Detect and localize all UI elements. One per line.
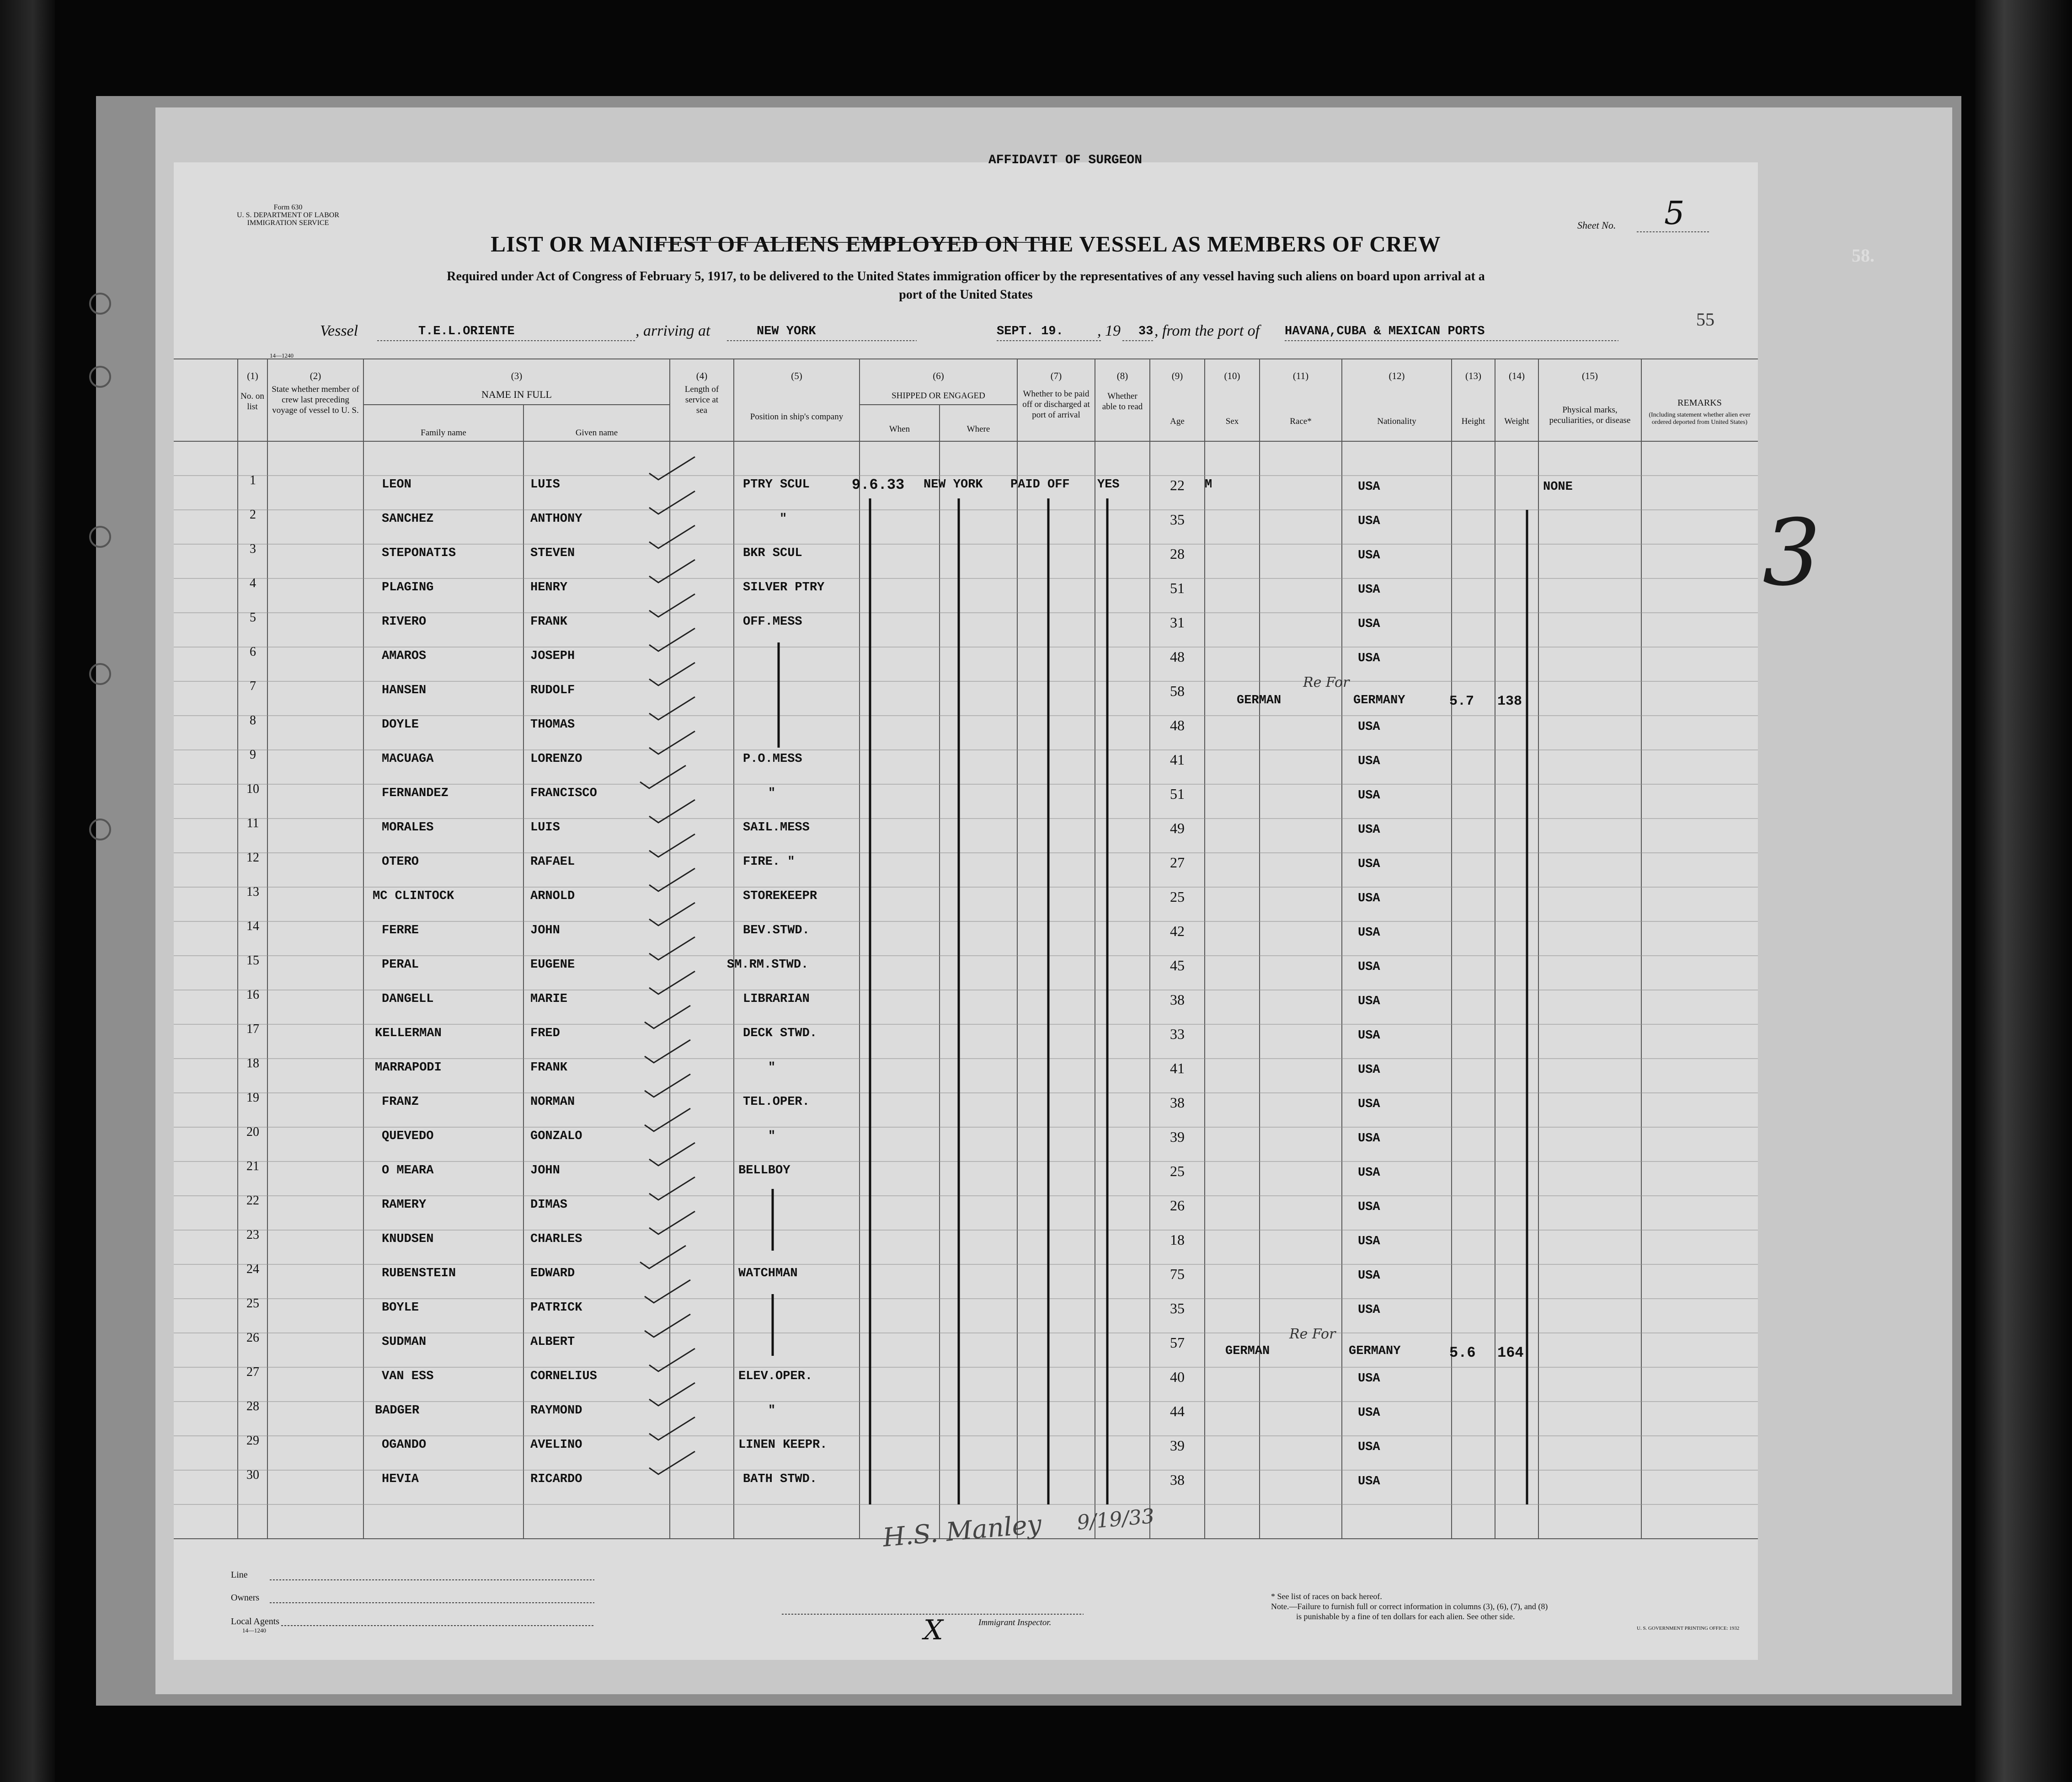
row-number: 9	[250, 748, 256, 762]
given-name: MARIE	[530, 992, 568, 1006]
age: 33	[1170, 1026, 1185, 1042]
shipped-when: 9.6.33	[852, 476, 905, 493]
given-name: FRANK	[530, 615, 568, 629]
family-name: SANCHEZ	[382, 512, 434, 526]
given-name: FRANCISCO	[530, 787, 597, 800]
family-name: DOYLE	[382, 718, 419, 732]
row-number: 18	[246, 1056, 259, 1070]
col3-family: Family name	[421, 428, 466, 438]
col3-given: Given name	[575, 428, 618, 438]
age: 44	[1170, 1403, 1185, 1419]
given-name: RUDOLF	[530, 684, 575, 697]
position: STOREKEEPR	[743, 889, 817, 903]
paid-off: PAID OFF	[1010, 478, 1070, 492]
footnote-races: * See list of races on back hereof.	[1271, 1592, 1382, 1601]
age: 49	[1170, 820, 1185, 836]
col7-header: Whether to be paid off or discharged at port of arrival	[1022, 389, 1090, 420]
position: PTRY SCUL	[743, 478, 810, 492]
given-name: PATRICK	[530, 1301, 582, 1315]
form-service: IMMIGRATION SERVICE	[247, 219, 329, 227]
nationality: USA	[1358, 583, 1380, 597]
nationality: USA	[1358, 1097, 1380, 1111]
nationality: USA	[1358, 1132, 1380, 1145]
race: GERMAN	[1225, 1344, 1270, 1358]
given-name: DIMAS	[530, 1198, 568, 1212]
family-name: FRANZ	[382, 1095, 419, 1109]
weight: 138	[1497, 694, 1522, 709]
family-name: MC CLINTOCK	[373, 889, 454, 903]
age: 27	[1170, 854, 1185, 871]
row-number: 4	[250, 576, 256, 590]
vessel-name: T.E.L.ORIENTE	[418, 325, 515, 338]
nationality: USA	[1358, 823, 1380, 837]
given-name: ALBERT	[530, 1335, 575, 1349]
ring-hole	[89, 526, 111, 548]
given-name: CHARLES	[530, 1232, 582, 1246]
form-info	[224, 203, 352, 227]
age: 58	[1170, 683, 1185, 699]
age: 38	[1170, 991, 1185, 1008]
col5-num: (5)	[791, 370, 802, 381]
family-name: SUDMAN	[382, 1335, 427, 1349]
age: 41	[1170, 751, 1185, 768]
row-number: 23	[246, 1228, 259, 1242]
age: 35	[1170, 511, 1185, 528]
ring-hole	[89, 663, 111, 685]
agents-label: Local Agents	[231, 1616, 280, 1627]
age: 51	[1170, 580, 1185, 596]
col13-header: Height	[1461, 417, 1485, 426]
family-name: MACUAGA	[382, 752, 434, 766]
ring-hole	[89, 293, 111, 315]
vessel-label: Vessel	[320, 322, 358, 339]
nationality: USA	[1358, 789, 1380, 803]
margin-number: 3	[1762, 500, 1821, 606]
position: SAIL.MESS	[743, 821, 810, 835]
given-name: ARNOLD	[530, 889, 575, 903]
form-department: U. S. DEPARTMENT OF LABOR	[237, 211, 339, 219]
family-name: STEPONATIS	[382, 546, 456, 560]
col7-num: (7)	[1050, 370, 1062, 381]
row-number: 25	[246, 1296, 259, 1311]
nationality: USA	[1358, 652, 1380, 665]
given-name: AVELINO	[530, 1438, 582, 1452]
position: WATCHMAN	[738, 1267, 798, 1280]
footnote-penalty: Note.—Failure to furnish full or correct information in columns (3), (6), (7), and (8)	[1271, 1602, 1548, 1611]
given-name: JOHN	[530, 1164, 560, 1177]
row-number: 29	[246, 1434, 259, 1448]
given-name: JOHN	[530, 924, 560, 937]
footnotes	[1271, 1591, 1728, 1621]
col9-num: (9)	[1171, 370, 1183, 381]
affidavit-header: AFFIDAVIT OF SURGEON	[988, 153, 1143, 167]
x-mark: X	[924, 1614, 943, 1646]
col2-num: (2)	[310, 370, 321, 381]
row-number: 3	[250, 542, 256, 556]
family-name: OGANDO	[382, 1438, 427, 1452]
row-number: 30	[246, 1468, 259, 1482]
inspector-signature-name: H.S. Manley	[881, 1509, 1043, 1553]
row-number: 26	[246, 1331, 259, 1345]
col6-num: (6)	[933, 370, 944, 381]
family-name: VAN ESS	[382, 1370, 434, 1383]
small-code: 14—1240	[270, 352, 294, 359]
inspector-signature-date: 9/19/33	[1076, 1504, 1155, 1535]
position: "	[768, 1129, 776, 1143]
family-name: KNUDSEN	[382, 1232, 434, 1246]
age: 51	[1170, 786, 1185, 802]
page-number-stamp: 55	[1696, 309, 1714, 330]
position: LIBRARIAN	[743, 992, 810, 1006]
nationality: USA	[1358, 857, 1380, 871]
row-number: 5	[250, 610, 256, 625]
position: "	[768, 1061, 776, 1075]
col5-header: Position in ship's company	[750, 412, 844, 422]
nationality: USA	[1358, 1475, 1380, 1488]
age: 41	[1170, 1060, 1185, 1076]
table-grid	[174, 162, 1758, 1660]
given-name: LUIS	[530, 478, 560, 492]
nationality: GERMANY	[1353, 694, 1405, 707]
col10-header: Sex	[1225, 417, 1239, 426]
subtitle-line-1: Required under Act of Congress of February 5, 1917, to be delivered to the United States immigration officer by the representatives of any vessel having such aliens on board upon arrival at a	[447, 269, 1485, 284]
position: BATH STWD.	[743, 1472, 817, 1486]
age: 38	[1170, 1472, 1185, 1488]
row-number: 11	[246, 816, 259, 830]
page-number-margin: 58.	[1852, 245, 1874, 266]
nationality: GERMANY	[1349, 1344, 1401, 1358]
footnote-penalty-cont: is punishable by a fine of ten dollars for each alien. See other side.	[1296, 1612, 1515, 1621]
row-number: 14	[246, 919, 259, 933]
family-name: KELLERMAN	[375, 1027, 442, 1040]
arriving-port: NEW YORK	[757, 325, 816, 338]
row-number: 27	[246, 1365, 259, 1379]
manifest-subtitle	[201, 268, 1730, 304]
position: SM.RM.STWD.	[727, 958, 809, 972]
arrival-year: 33	[1138, 325, 1153, 338]
position: FIRE. "	[743, 855, 795, 869]
col8-num: (8)	[1116, 370, 1128, 381]
age: 48	[1170, 717, 1185, 733]
col1-header: No. on list	[240, 391, 264, 412]
col4-num: (4)	[696, 370, 708, 381]
age: 38	[1170, 1094, 1185, 1111]
nationality: USA	[1358, 480, 1380, 494]
sheet-no-value: 5	[1664, 194, 1685, 232]
given-name: CORNELIUS	[530, 1370, 597, 1383]
position: SILVER PTRY	[743, 581, 825, 594]
age: 26	[1170, 1197, 1185, 1214]
nationality: USA	[1358, 549, 1380, 562]
nationality: USA	[1358, 1200, 1380, 1214]
shipped-where: NEW YORK	[924, 478, 983, 492]
age: 18	[1170, 1231, 1185, 1248]
given-name: FRED	[530, 1027, 560, 1040]
given-name: LUIS	[530, 821, 560, 835]
col14-header: Weight	[1504, 417, 1529, 426]
row-number: 13	[246, 885, 259, 899]
row-number: 24	[246, 1262, 259, 1276]
col13-num: (13)	[1465, 370, 1481, 381]
col6-where: Where	[967, 424, 990, 434]
position: "	[780, 512, 787, 526]
col11-header: Race*	[1290, 417, 1312, 426]
weight: 164	[1497, 1344, 1524, 1361]
given-name: THOMAS	[530, 718, 575, 732]
nationality: USA	[1358, 720, 1380, 734]
family-name: HANSEN	[382, 684, 427, 697]
nationality: USA	[1358, 1235, 1380, 1248]
given-name: GONZALO	[530, 1129, 582, 1143]
given-name: RICARDO	[530, 1472, 582, 1486]
remarks-header: REMARKS	[1677, 398, 1722, 408]
nationality: USA	[1358, 960, 1380, 974]
sheet-no-label	[1577, 219, 1616, 231]
age: 39	[1170, 1129, 1185, 1145]
remarks-note: (Including statement whether alien ever ordered deported from United States)	[1649, 412, 1751, 426]
age: 42	[1170, 923, 1185, 939]
family-name: HEVIA	[382, 1472, 419, 1486]
family-name: LEON	[382, 478, 411, 492]
sex: M	[1205, 478, 1212, 492]
able-to-read: YES	[1097, 478, 1120, 492]
given-name: RAFAEL	[530, 855, 575, 869]
position: BELLBOY	[738, 1164, 790, 1177]
family-name: DANGELL	[382, 992, 434, 1006]
year-prefix: , 19	[1097, 322, 1121, 339]
row-number: 7	[250, 679, 256, 693]
height: 5.7	[1449, 694, 1474, 709]
col14-num: (14)	[1509, 370, 1525, 381]
family-name: PLAGING	[382, 581, 434, 594]
position: OFF.MESS	[743, 615, 802, 629]
nationality: USA	[1358, 1029, 1380, 1043]
row-number: 17	[246, 1022, 259, 1036]
position: BKR SCUL	[743, 546, 802, 560]
given-name: LORENZO	[530, 752, 582, 766]
nationality: USA	[1358, 1303, 1380, 1317]
subtitle-line-2: port of the United States	[899, 288, 1033, 302]
ring-hole	[89, 819, 111, 840]
col4-header: Length of service at sea	[684, 385, 719, 415]
given-name: JOSEPH	[530, 649, 575, 663]
binder-left	[0, 0, 55, 1782]
owners-label: Owners	[231, 1593, 260, 1603]
row-number: 21	[246, 1159, 259, 1173]
position: P.O.MESS	[743, 752, 802, 766]
col12-header: Nationality	[1377, 417, 1416, 426]
age: 39	[1170, 1437, 1185, 1454]
col2-header: State whether member of crew last preceding voyage of vessel to U. S.	[272, 385, 359, 415]
col9-header: Age	[1170, 417, 1185, 426]
printing-office: U. S. GOVERNMENT PRINTING OFFICE: 1932	[1637, 1626, 1740, 1631]
age: 28	[1170, 546, 1185, 562]
row-number: 2	[250, 508, 256, 522]
row-number: 12	[246, 851, 259, 865]
position: "	[768, 1404, 776, 1418]
from-label: , from the port of	[1154, 322, 1260, 339]
family-name: MARRAPODI	[375, 1061, 442, 1075]
col1-num: (1)	[247, 370, 258, 381]
agents-code: 14—1240	[242, 1627, 266, 1634]
col3-header: NAME IN FULL	[481, 389, 552, 400]
col8-header: Whether able to read	[1102, 391, 1143, 412]
col6-when: When	[889, 424, 910, 434]
family-name: RIVERO	[382, 615, 427, 629]
family-name: RUBENSTEIN	[382, 1267, 456, 1280]
age: 31	[1170, 614, 1185, 631]
age: 48	[1170, 648, 1185, 665]
row-number: 22	[246, 1193, 259, 1208]
row-number: 8	[250, 713, 256, 728]
nationality: USA	[1358, 995, 1380, 1008]
given-name: FRANK	[530, 1061, 568, 1075]
family-name: OTERO	[382, 855, 419, 869]
binder-right	[1975, 0, 2072, 1782]
age: 35	[1170, 1300, 1185, 1316]
nationality: USA	[1358, 892, 1380, 905]
position: TEL.OPER.	[743, 1095, 810, 1109]
age: 45	[1170, 957, 1185, 974]
col10-num: (10)	[1224, 370, 1240, 381]
col3-num: (3)	[511, 370, 523, 381]
family-name: BOYLE	[382, 1301, 419, 1315]
col6-header: SHIPPED OR ENGAGED	[892, 391, 985, 401]
age: 25	[1170, 888, 1185, 905]
row-number: 19	[246, 1091, 259, 1105]
sheet-no-text: Sheet No.	[1577, 219, 1616, 231]
row-number: 1	[250, 473, 256, 487]
nationality: USA	[1358, 755, 1380, 768]
nationality: USA	[1358, 1406, 1380, 1420]
given-name: NORMAN	[530, 1095, 575, 1109]
nationality: USA	[1358, 617, 1380, 631]
race: GERMAN	[1237, 694, 1282, 707]
row-number: 16	[246, 988, 259, 1002]
age: 25	[1170, 1163, 1185, 1179]
row-number: 20	[246, 1125, 259, 1139]
given-name: EUGENE	[530, 958, 575, 972]
position: LINEN KEEPR.	[738, 1438, 828, 1452]
manifest-sheet	[174, 153, 1758, 1660]
given-name: HENRY	[530, 581, 568, 594]
age: 22	[1170, 477, 1185, 493]
age: 40	[1170, 1369, 1185, 1385]
race-note-row26: Re For	[1289, 1326, 1336, 1342]
arrival-date: SEPT. 19.	[997, 325, 1063, 338]
position: DECK STWD.	[743, 1027, 817, 1040]
family-name: QUEVEDO	[382, 1129, 434, 1143]
family-name: O MEARA	[382, 1164, 434, 1177]
given-name: STEVEN	[530, 546, 575, 560]
col12-num: (12)	[1388, 370, 1405, 381]
nationality: USA	[1358, 1166, 1380, 1180]
row-number: 28	[246, 1399, 259, 1413]
nationality: USA	[1358, 1063, 1380, 1077]
family-name: RAMERY	[382, 1198, 427, 1212]
family-name: FERRE	[382, 924, 419, 937]
col15-num: (15)	[1582, 370, 1598, 381]
given-name: ANTHONY	[530, 512, 582, 526]
age: 57	[1170, 1334, 1185, 1351]
position: BEV.STWD.	[743, 924, 810, 937]
ring-hole	[89, 366, 111, 388]
row-number: 10	[246, 782, 259, 796]
position: ELEV.OPER.	[738, 1370, 813, 1383]
arriving-label: , arriving at	[635, 322, 710, 339]
family-name: BADGER	[375, 1404, 420, 1418]
family-name: FERNANDEZ	[382, 787, 449, 800]
age: 75	[1170, 1266, 1185, 1282]
nationality: USA	[1358, 514, 1380, 528]
position: "	[768, 787, 776, 800]
family-name: MORALES	[382, 821, 434, 835]
row-number: 15	[246, 953, 259, 968]
form-number: Form 630	[273, 203, 303, 211]
nationality: USA	[1358, 1269, 1380, 1283]
height: 5.6	[1449, 1344, 1476, 1361]
manifest-title: LIST OR MANIFEST OF ALIENS EMPLOYED ON THE VESSEL AS MEMBERS OF CREW	[491, 231, 1441, 257]
given-name: RAYMOND	[530, 1404, 582, 1418]
from-port: HAVANA,CUBA & MEXICAN PORTS	[1285, 325, 1485, 338]
col11-num: (11)	[1292, 370, 1309, 381]
family-name: PERAL	[382, 958, 419, 972]
nationality: USA	[1358, 1372, 1380, 1386]
physical-marks: NONE	[1543, 480, 1573, 494]
race-note-row7: Re For	[1303, 674, 1350, 690]
nationality: USA	[1358, 926, 1380, 940]
given-name: EDWARD	[530, 1267, 575, 1280]
row-number: 6	[250, 645, 256, 659]
family-name: AMAROS	[382, 649, 427, 663]
line-label: Line	[231, 1570, 248, 1580]
col15-header: Physical marks, peculiarities, or disease	[1549, 405, 1631, 425]
inspector-label: Immigrant Inspector.	[978, 1618, 1052, 1627]
nationality: USA	[1358, 1440, 1380, 1454]
